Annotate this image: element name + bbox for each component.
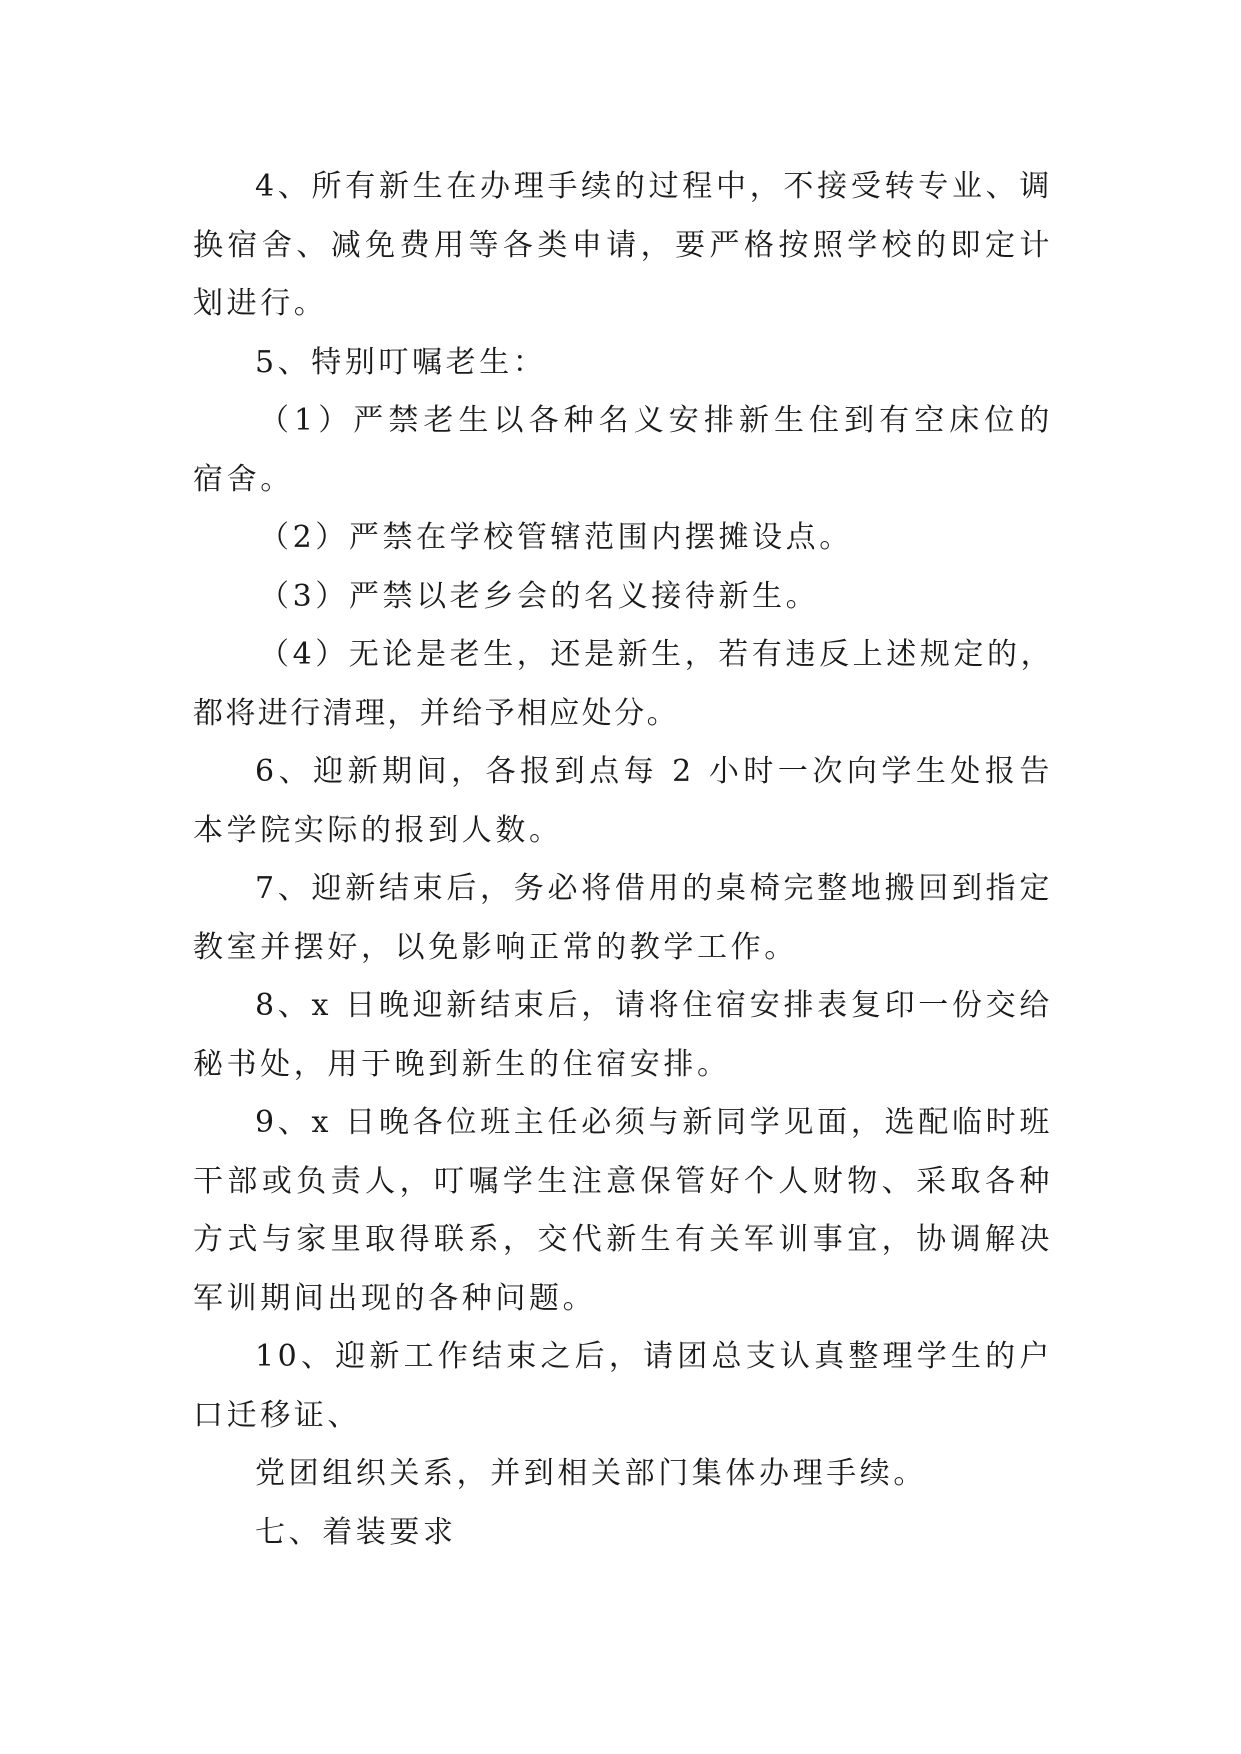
paragraph-subitem-3: （3）严禁以老乡会的名义接待新生。 <box>259 578 820 614</box>
paragraph-subitem-1: （1）严禁老生以各种名义安排新生住到有空床位的宿舍。 <box>193 403 1053 497</box>
paragraph-item-10: 10、迎新工作结束之后，请团总支认真整理学生的户口迁移证、 <box>193 1339 1053 1433</box>
paragraph-subitem-2: （2）严禁在学校管辖范围内摆摊设点。 <box>259 520 853 555</box>
document-body <box>193 158 1053 1562</box>
section-heading-seven: 七、着装要求 <box>255 1514 457 1550</box>
paragraph-subitem-4: （4）无论是老生，还是新生，若有违反上述规定的，都将进行清理，并给予相应处分。 <box>193 637 1053 731</box>
paragraph-item-6: 6、迎新期间，各报到点每 2 小时一次向学生处报告本学院实际的报到人数。 <box>193 754 1053 848</box>
paragraph-item-8: 8、x 日晚迎新结束后，请将住宿安排表复印一份交给秘书处，用于晚到新生的住宿安排。 <box>193 988 1053 1082</box>
paragraph-item-5: 5、特别叮嘱老生： <box>255 344 547 380</box>
paragraph-item-4: 4、所有新生在办理手续的过程中，不接受转专业、调换宿舍、减免费用等各类申请，要严格按照学校的即定计划进行。 <box>193 169 1053 321</box>
paragraph-item-7: 7、迎新结束后，务必将借用的桌椅完整地搬回到指定教室并摆好，以免影响正常的教学工作。 <box>193 871 1053 965</box>
paragraph-item-10-continued: 党团组织关系，并到相关部门集体办理手续。 <box>255 1456 927 1491</box>
paragraph-item-9: 9、x 日晚各位班主任必须与新同学见面，选配临时班干部或负责人，叮嘱学生注意保管好个人财物、采取各种方式与家里取得联系，交代新生有关军训事宜，协调解决军训期间出现的各种问题。 <box>193 1105 1053 1316</box>
